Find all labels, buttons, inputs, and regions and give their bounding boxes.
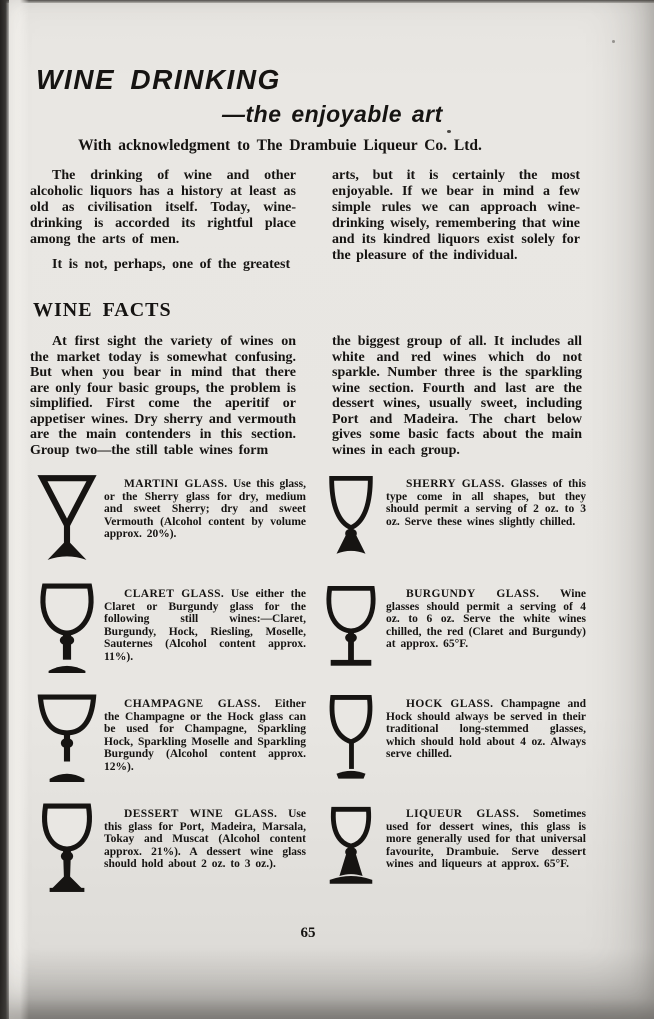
- hock-glass-icon: [322, 692, 386, 786]
- intro-left-column: [30, 168, 296, 273]
- glass-name: BURGUNDY GLASS.: [406, 588, 540, 600]
- glass-text: Sometimes used for dessert wines, this glass is more generally used for that universal favourite, Drambuie. Serve dessert wines and liqueurs at approx. 65°F.: [386, 808, 586, 871]
- glass-entry-claret: [36, 582, 306, 686]
- glass-description: [104, 588, 306, 664]
- glass-entry-liqueur: [322, 802, 584, 906]
- dessert-wine-glass-icon: [36, 802, 100, 896]
- glass-description: [386, 698, 586, 761]
- wine-facts-paragraph: the biggest group of all. It includes all white and red wines which do not sparkle. Number three is the sparkling wine section. Fourth and last are the dessert wines, usually sweet, including Port and Madeira. The chart below gives some basic facts about the main wines in each group.: [332, 334, 582, 458]
- glass-description: [386, 478, 586, 528]
- claret-glass-icon: [36, 582, 100, 676]
- sherry-glass-icon: [322, 472, 386, 566]
- wine-facts-right-column: [332, 334, 582, 458]
- glass-name: MARTINI GLASS.: [124, 478, 228, 490]
- burgundy-glass-icon: [322, 582, 386, 676]
- page-title: WINE DRINKING: [36, 64, 281, 95]
- glass-name: HOCK GLASS.: [406, 698, 494, 710]
- champagne-glass-icon: [36, 692, 100, 786]
- glass-text: Wine glasses should permit a serving of 4 oz. to 6 oz. Serve the white wines chilled, the red (Claret and Burgundy) at approx. 65°F.: [386, 588, 586, 651]
- glass-entry-champagne: [36, 692, 307, 796]
- intro-paragraph: arts, but it is certainly the most enjoyable. If we bear in mind a few simple rules we can approach wine-drinking wisely, remembering that wine and its kindred liquors exist solely for the pleasure of the individual.: [332, 168, 580, 263]
- glass-name: CHAMPAGNE GLASS.: [124, 698, 261, 710]
- glass-text: Glasses of this type come in all shapes, but they should permit a serving of 2 oz. to 3 oz. Serve these wines slightly chilled.: [386, 478, 586, 528]
- glass-name: SHERRY GLASS.: [406, 478, 505, 490]
- glass-entry-hock: [322, 692, 584, 796]
- glass-name: DESSERT WINE GLASS.: [124, 808, 278, 820]
- intro-right-column: [332, 168, 580, 264]
- wine-facts-heading: WINE FACTS: [33, 299, 172, 321]
- glass-entry-dessert-wine: [36, 802, 307, 906]
- wine-facts-left-column: [30, 334, 296, 458]
- glass-entry-burgundy: [322, 582, 584, 686]
- glass-description: [386, 588, 586, 651]
- liqueur-glass-icon: [322, 802, 386, 896]
- martini-glass-icon: [36, 472, 100, 566]
- glass-name: LIQUEUR GLASS.: [406, 808, 520, 820]
- glass-description: [104, 698, 306, 774]
- page-number: 65: [300, 925, 316, 941]
- glass-text: Use this glass for Port, Madeira, Marsala, Tokay and Muscat (Alcohol content approx. 21%). A dessert wine glass should hold about 2 oz. to 3 oz.).: [104, 808, 307, 871]
- ink-speck: [447, 130, 451, 133]
- ink-speck: [612, 40, 615, 43]
- glass-text: Use this glass, or the Sherry glass for dry, medium and sweet Sherry; dry and sweet Vermouth (Alcohol content by volume approx. 20%).: [104, 478, 306, 541]
- glass-entry-sherry: [322, 472, 584, 576]
- glass-description: [104, 808, 306, 871]
- page-subtitle: —the enjoyable art: [222, 101, 443, 127]
- intro-paragraph: The drinking of wine and other alcoholic liquors has a history at least as old as civilisation itself. Today, wine-drinking is accorded its rightful place among the arts of men.: [30, 168, 296, 247]
- glass-entry-martini: [36, 472, 306, 576]
- wine-facts-paragraph: At first sight the variety of wines on the market today is somewhat confusing. But when you bear in mind that there are only four basic groups, the problem is simplified. First come the aperitif or appetiser wines. Dry sherry and vermouth are the main contenders in this section. Group two—the still table wines form: [30, 334, 296, 458]
- page-top-edge: [0, 0, 654, 3]
- acknowledgment-line: With acknowledgment to The Drambuie Liqueur Co. Ltd.: [78, 137, 482, 154]
- glass-description: [104, 478, 306, 541]
- glass-text: Use either the Claret or Burgundy glass for the following still wines:—Claret, Burgundy, Hock, Riesling, Moselle, Sauternes (Alcohol content approx. 11%).: [104, 588, 306, 663]
- glass-text: Champagne and Hock should always be served in their traditional long-stemmed glasses, which should hold about 4 oz. Always serve chilled.: [386, 698, 586, 761]
- glass-name: CLARET GLASS.: [124, 588, 225, 600]
- glass-text: Either the Champagne or the Hock glass can be used for Champagne, Sparkling Hock, Sparkling Moselle and Sparkling Burgundy (Alcohol content approx. 12%).: [104, 698, 307, 773]
- glass-description: [386, 808, 586, 871]
- intro-paragraph: It is not, perhaps, one of the greatest: [52, 257, 291, 272]
